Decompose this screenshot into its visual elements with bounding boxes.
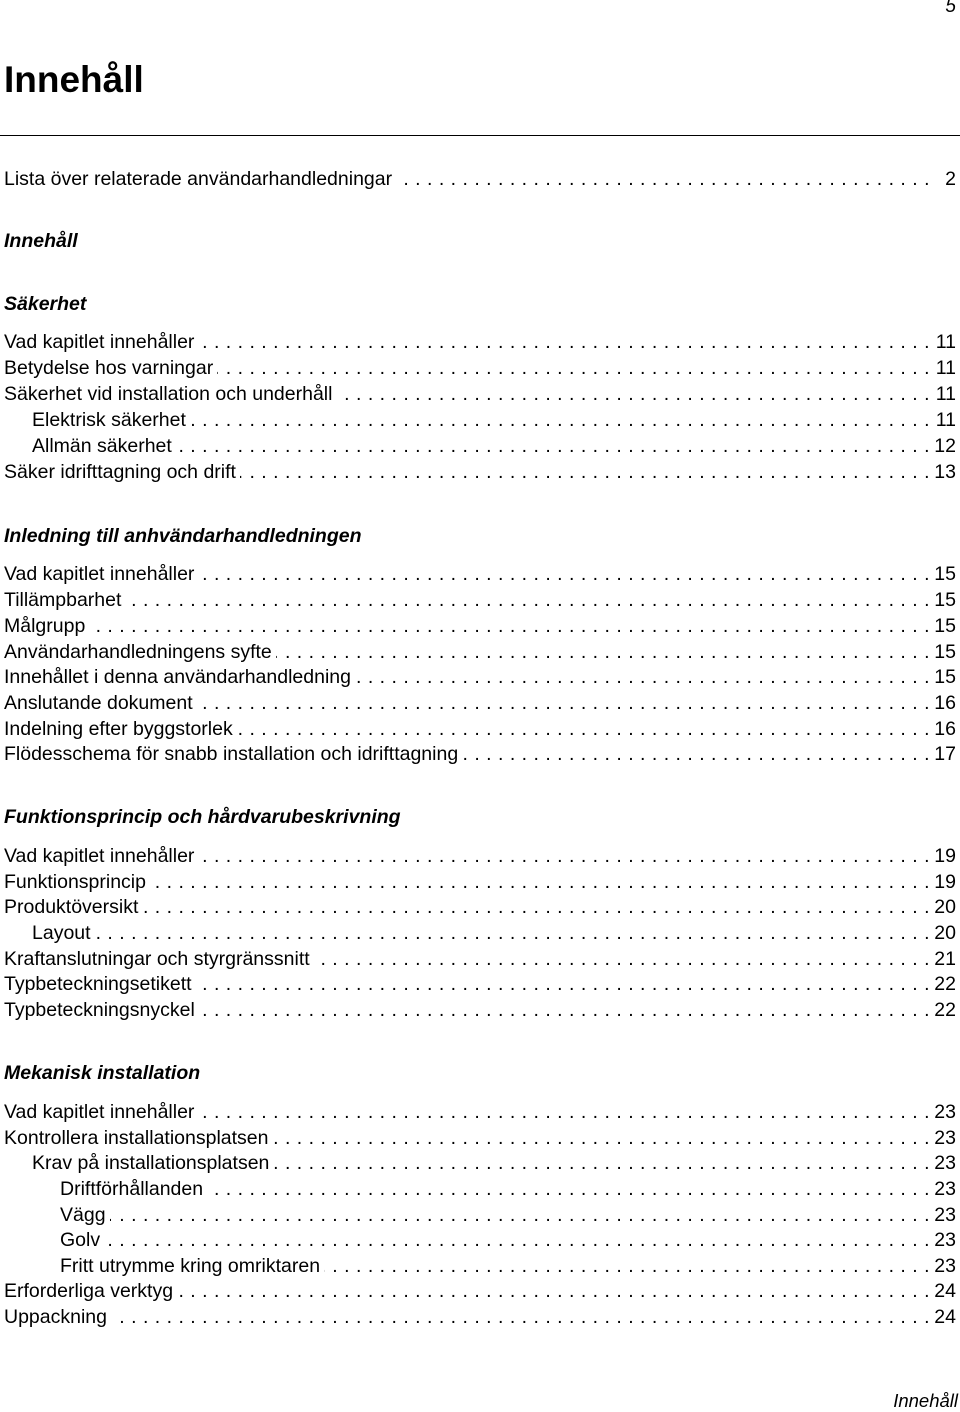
title-divider: [0, 135, 960, 136]
toc-page-number: 24: [934, 1280, 956, 1302]
toc-entry-title: Innehållet i denna användarhandledning: [4, 666, 351, 688]
dot-leader: [396, 166, 930, 192]
toc-entry-title: Säkerhet vid installation och underhåll: [4, 383, 333, 405]
toc-entry[interactable]: [0, 843, 960, 869]
toc-entry-title: Funktionsprincip: [4, 871, 146, 893]
toc-entry-title: Vad kapitlet innehåller: [4, 563, 195, 585]
toc-entry-title: Typbeteckningsetikett: [4, 973, 192, 995]
toc-entry[interactable]: [0, 741, 960, 767]
dot-leader: [462, 741, 930, 767]
toc-page-number: 15: [934, 589, 956, 611]
dot-leader: [198, 843, 930, 869]
toc-entry-title: Flödesschema för snabb installation och idrifttagning: [4, 743, 459, 765]
toc-entry[interactable]: [0, 1099, 960, 1125]
toc-chapter-heading[interactable]: Säkerhet: [4, 293, 87, 315]
footer-section-label: Innehåll: [893, 1390, 958, 1411]
toc-entry[interactable]: [0, 997, 960, 1023]
toc-entry-title: Användarhandledningens syfte: [4, 641, 272, 663]
toc-page-number: 15: [934, 563, 956, 585]
dot-leader: [95, 920, 930, 946]
dot-leader: [104, 1227, 930, 1253]
toc-chapter-heading[interactable]: Inledning till anhvändarhandledningen: [4, 525, 362, 547]
toc-entry[interactable]: [0, 329, 960, 355]
toc-entry-title: Erforderliga verktyg: [4, 1280, 174, 1302]
dot-leader: [177, 1278, 930, 1304]
toc-entry[interactable]: [0, 971, 960, 997]
toc-entry[interactable]: [0, 407, 960, 433]
toc-page-number: 15: [934, 641, 956, 663]
dot-leader: [197, 690, 930, 716]
toc-page-number: 13: [934, 461, 956, 483]
toc-page-number: 11: [935, 331, 956, 353]
dot-leader: [110, 1202, 930, 1228]
toc-entry[interactable]: [0, 1227, 960, 1253]
toc-page-number: 22: [934, 999, 956, 1021]
toc-entry[interactable]: [0, 433, 960, 459]
dot-leader: [273, 1150, 930, 1176]
toc-entry-title: Driftförhållanden: [60, 1178, 204, 1200]
dot-leader: [324, 1253, 930, 1279]
toc-page-number: 23: [934, 1229, 956, 1251]
toc-entry-title: Betydelse hos varningar: [4, 357, 214, 379]
toc-entry-title: Layout: [32, 922, 91, 944]
dot-leader: [336, 381, 930, 407]
dot-leader: [207, 1176, 930, 1202]
dot-leader: [314, 946, 930, 972]
toc-entry-title: Uppackning: [4, 1306, 107, 1328]
dot-leader: [198, 329, 930, 355]
dot-leader: [150, 869, 930, 895]
toc-page-number: 23: [934, 1101, 956, 1123]
toc-entry-title: Elektrisk säkerhet: [32, 409, 186, 431]
toc-entry[interactable]: [0, 869, 960, 895]
page-number: 5: [945, 0, 956, 17]
toc-entry-title: Kraftanslutningar och styrgränssnitt: [4, 948, 310, 970]
dot-leader: [196, 971, 930, 997]
dot-leader: [199, 997, 930, 1023]
toc-entry[interactable]: [0, 946, 960, 972]
toc-page-number: 23: [934, 1255, 956, 1277]
dot-leader: [240, 459, 930, 485]
toc-page-number: 15: [934, 666, 956, 688]
toc-chapter-heading[interactable]: Innehåll: [4, 230, 78, 252]
dot-leader: [237, 716, 930, 742]
toc-page-number: 15: [934, 615, 956, 637]
dot-leader: [125, 587, 930, 613]
toc-entry-title: Anslutande dokument: [4, 692, 193, 714]
toc-entry[interactable]: [0, 587, 960, 613]
dot-leader: [276, 639, 930, 665]
toc-page-number: 20: [934, 896, 956, 918]
toc-page-number: 19: [934, 845, 956, 867]
toc-entry-title: Indelning efter byggstorlek: [4, 718, 233, 740]
toc-entry[interactable]: [0, 1176, 960, 1202]
toc-entry[interactable]: [0, 1253, 960, 1279]
toc-entry-title: Krav på installationsplatsen: [32, 1152, 270, 1174]
toc-entry-title: Allmän säkerhet: [32, 435, 172, 457]
toc-entry-title: Typbeteckningsnyckel: [4, 999, 195, 1021]
toc-entry[interactable]: [0, 716, 960, 742]
toc-chapter-heading[interactable]: Funktionsprincip och hårdvarubeskrivning: [4, 806, 401, 828]
toc-page-number: 11: [935, 357, 956, 379]
toc-entry-title: Golv: [60, 1229, 101, 1251]
dot-leader: [217, 355, 930, 381]
toc-entry[interactable]: [0, 664, 960, 690]
toc-entry[interactable]: [0, 639, 960, 665]
toc-entry[interactable]: [0, 690, 960, 716]
toc-entry[interactable]: [0, 1304, 960, 1330]
toc-page-number: 22: [934, 973, 956, 995]
toc-entry[interactable]: [0, 166, 960, 192]
dot-leader: [198, 561, 930, 587]
toc-entry[interactable]: [0, 894, 960, 920]
toc-entry-title: Vad kapitlet innehåller: [4, 331, 195, 353]
toc-page-number: 11: [935, 383, 956, 405]
toc-entry-title: Säker idrifttagning och drift: [4, 461, 236, 483]
toc-entry[interactable]: [0, 355, 960, 381]
toc-page-number: 24: [934, 1306, 956, 1328]
toc-entry-title: Lista över relaterade användarhandledningar: [4, 168, 393, 190]
toc-entry[interactable]: [0, 1125, 960, 1151]
toc-entry-title: Målgrupp: [4, 615, 86, 637]
toc-page-number: 20: [934, 922, 956, 944]
toc-entry[interactable]: [0, 613, 960, 639]
toc-page-number: 17: [934, 743, 956, 765]
toc-entry[interactable]: [0, 1150, 960, 1176]
toc-entry-title: Fritt utrymme kring omriktaren: [60, 1255, 321, 1277]
toc-page-number: 21: [934, 948, 956, 970]
dot-leader: [198, 1099, 930, 1125]
dot-leader: [176, 433, 930, 459]
toc-chapter-heading[interactable]: Mekanisk installation: [4, 1062, 201, 1084]
toc-entry[interactable]: [0, 920, 960, 946]
page-title: Innehåll: [4, 59, 144, 100]
toc-page-number: 11: [935, 409, 956, 431]
dot-leader: [142, 894, 930, 920]
toc-entry-title: Vägg: [60, 1204, 106, 1226]
toc-page-number: 23: [934, 1204, 956, 1226]
toc-page-number: 12: [934, 435, 956, 457]
toc-entry[interactable]: [0, 1202, 960, 1228]
toc-page-number: 16: [934, 718, 956, 740]
dot-leader: [111, 1304, 930, 1330]
toc-page-number: 16: [934, 692, 956, 714]
dot-leader: [273, 1125, 931, 1151]
toc-entry-title: Kontrollera installationsplatsen: [4, 1127, 269, 1149]
dot-leader: [190, 407, 930, 433]
toc-entry[interactable]: [0, 381, 960, 407]
dot-leader: [355, 664, 930, 690]
toc-entry-title: Vad kapitlet innehåller: [4, 1101, 195, 1123]
toc-entry[interactable]: [0, 1278, 960, 1304]
toc-page-number: 19: [934, 871, 956, 893]
dot-leader: [89, 613, 930, 639]
toc-page-number: 23: [934, 1152, 956, 1174]
toc-page-number: 23: [934, 1127, 956, 1149]
toc-entry-title: Produktöversikt: [4, 896, 139, 918]
toc-entry[interactable]: [0, 459, 960, 485]
toc-page-number: 23: [934, 1178, 956, 1200]
toc-page-number: 2: [945, 168, 956, 190]
toc-entry[interactable]: [0, 561, 960, 587]
toc-entry-title: Vad kapitlet innehåller: [4, 845, 195, 867]
toc-entry-title: Tillämpbarhet: [4, 589, 122, 611]
